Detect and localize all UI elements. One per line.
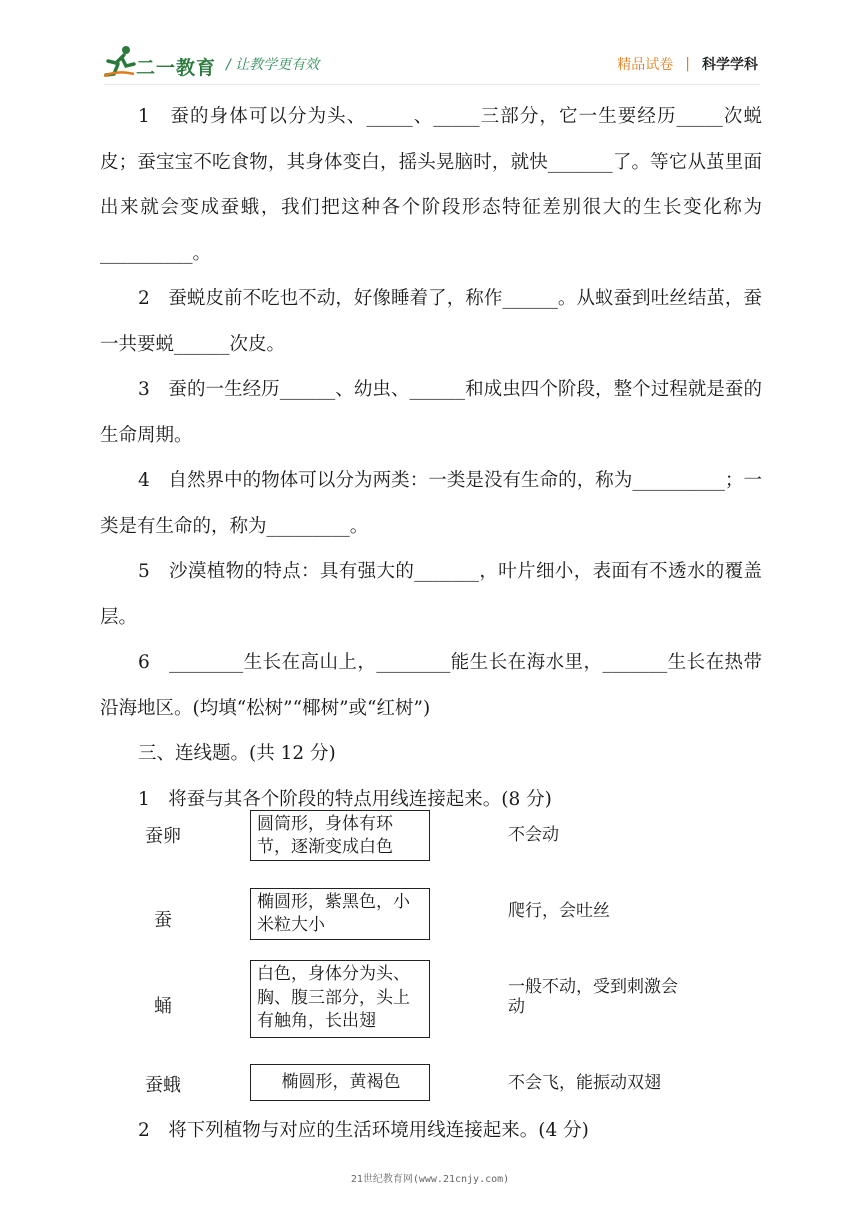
trait-box-3: 白色，身体分为头、胸、腹三部分，头上有触角，长出翅 xyxy=(250,960,430,1038)
matching-question-1: 1 将蚕与其各个阶段的特点用线连接起来。(8 分) xyxy=(138,788,552,810)
stage-label-larva: 蚕 xyxy=(154,910,172,931)
trait-box-4: 椭圆形，黄褐色 xyxy=(250,1064,430,1101)
page-header xyxy=(0,0,860,92)
logo xyxy=(104,44,224,84)
stage-label-moth: 蚕蛾 xyxy=(145,1075,181,1096)
question-6: 6 ________生长在高山上，________能生长在海水里，_______生长在热带沿海地区。(均填“松树”“椰树”或“红树”) xyxy=(100,652,762,719)
runner-logo-icon xyxy=(104,44,138,78)
behavior-2: 爬行，会吐丝 xyxy=(508,901,610,921)
stage-label-egg: 蚕卵 xyxy=(145,826,181,847)
header-separator: | xyxy=(685,56,690,72)
matching-question-2: 2 将下列植物与对应的生活环境用线连接起来。(4 分) xyxy=(138,1120,589,1141)
subject-label: 科学学科 xyxy=(702,57,758,73)
behavior-1: 不会动 xyxy=(508,825,559,845)
question-content xyxy=(100,94,762,822)
question-3: 3 蚕的一生经历______、幼虫、______和成虫四个阶段，整个过程就是蚕的生命周期。 xyxy=(100,379,762,446)
question-2: 2 蚕蜕皮前不吃也不动，好像睡着了，称作______。从蚁蚕到吐丝结茧，蚕一共要蜕______次皮。 xyxy=(100,288,762,355)
header-right xyxy=(617,54,758,74)
exam-tag: 精品试卷 xyxy=(617,57,674,73)
question-4: 4 自然界中的物体可以分为两类：一类是没有生命的，称为__________；一类是有生命的，称为_________。 xyxy=(100,470,762,537)
logo-text: 二一教育 xyxy=(136,57,217,79)
question-5: 5 沙漠植物的特点：具有强大的_______，叶片细小，表面有不透水的覆盖层。 xyxy=(100,561,762,628)
section-heading: 三、连线题。(共 12 分) xyxy=(138,743,336,764)
behavior-3: 一般不动，受到刺激会动 xyxy=(508,977,678,1017)
header-divider xyxy=(104,84,760,85)
behavior-4: 不会飞，能振动双翅 xyxy=(508,1073,661,1093)
trait-box-1: 圆筒形，身体有环节，逐渐变成白色 xyxy=(250,810,430,861)
trait-box-2: 椭圆形，紫黑色，小米粒大小 xyxy=(250,888,430,940)
page-footer: 21世纪教育网(www.21cnjy.com) xyxy=(350,1174,510,1185)
question-footer-block xyxy=(100,1108,762,1154)
matching-table xyxy=(100,808,762,1108)
slogan: / 让教学更有效 xyxy=(226,57,320,73)
question-1: 1 蚕的身体可以分为头、_____、_____三部分，它一生要经历_____次蜕皮；蚕宝宝不吃食物，其身体变白，摇头晃脑时，就快_______了。等它从茧里面出来就会变成蚕蛾，我们把这种各个阶段形态特征差别很大的生长变化称为__________。 xyxy=(100,106,762,264)
stage-label-pupa: 蛹 xyxy=(154,996,172,1017)
